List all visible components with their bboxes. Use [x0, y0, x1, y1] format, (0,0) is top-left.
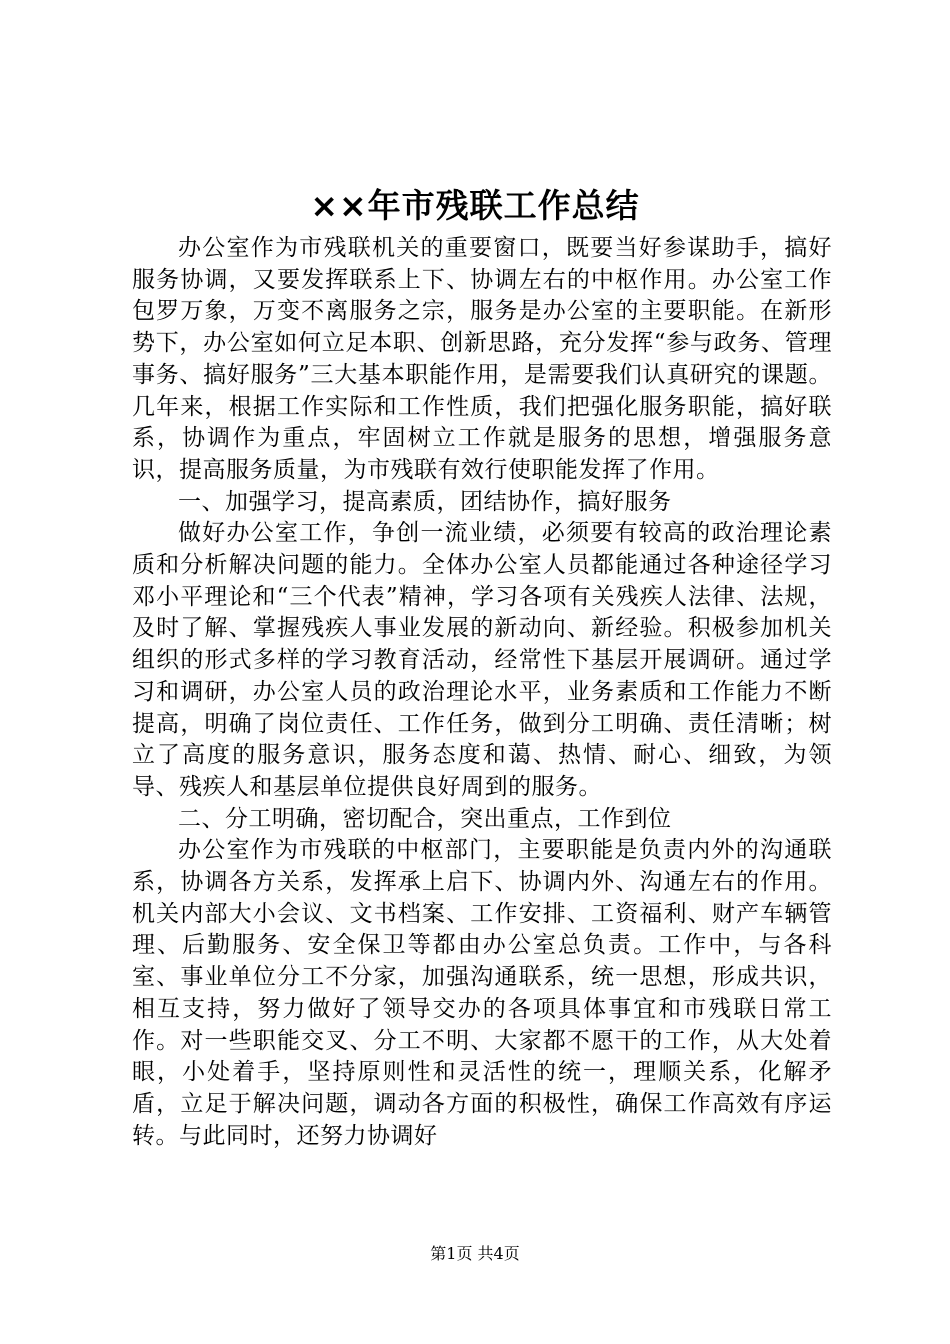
section-heading-2: 二、分工明确，密切配合，突出重点，工作到位 — [178, 805, 672, 832]
paragraph-section-2: 办公室作为市残联的中枢部门，主要职能是负责内外的沟通联系，协调各方关系，发挥承上启下、协调内外、沟通左右的作用。机关内部大小会议、文书档案、工作安排、工资福利、财产车辆管理、后勤服务、安全保卫等都由办公室总负责。工作中，与各科室、事业单位分工不分家，加强沟通联系，统一思想，形成共识，相互支持，努力做好了领导交办的各项具体事宜和市残联日常工作。对一些职能交叉、分工不明、大家都不愿干的工作，从大处着眼，小处着手，坚持原则性和灵活性的统一，理顺关系，化解矛盾，立足于解决问题，调动各方面的积极性，确保工作高效有序运转。与此同时，还努力协调好 — [132, 837, 832, 1149]
section-heading-1: 一、加强学习，提高素质，团结协作，搞好服务 — [178, 488, 672, 515]
page-footer: 第1页 共4页 — [430, 1244, 520, 1263]
document-title: ××年市残联工作总结 — [310, 186, 640, 225]
paragraph-section-1: 做好办公室工作，争创一流业绩，必须要有较高的政治理论素质和分析解决问题的能力。全体办公室人员都能通过各种途径学习邓小平理论和“三个代表”精神，学习各项有关残疾人法律、法规，及时了解、掌握残疾人事业发展的新动向、新经验。积极参加机关组织的形式多样的学习教育活动，经常性下基层开展调研。通过学习和调研，办公室人员的政治理论水平，业务素质和工作能力不断提高，明确了岗位责任、工作任务，做到分工明确、责任清晰；树立了高度的服务意识，服务态度和蔼、热情、耐心、细致，为领导、残疾人和基层单位提供良好周到的服务。 — [132, 520, 832, 800]
document-body — [132, 233, 832, 1152]
paragraph-intro: 办公室作为市残联机关的重要窗口，既要当好参谋助手，搞好服务协调，又要发挥联系上下、协调左右的中枢作用。办公室工作包罗万象，万变不离服务之宗，服务是办公室的主要职能。在新形势下，办公室如何立足本职、创新思路，充分发挥“参与政务、管理事务、搞好服务”三大基本职能作用，是需要我们认真研究的课题。几年来，根据工作实际和工作性质，我们把强化服务职能，搞好联系，协调作为重点，牢固树立工作就是服务的思想，增强服务意识，提高服务质量，为市残联有效行使职能发挥了作用。 — [132, 235, 832, 483]
